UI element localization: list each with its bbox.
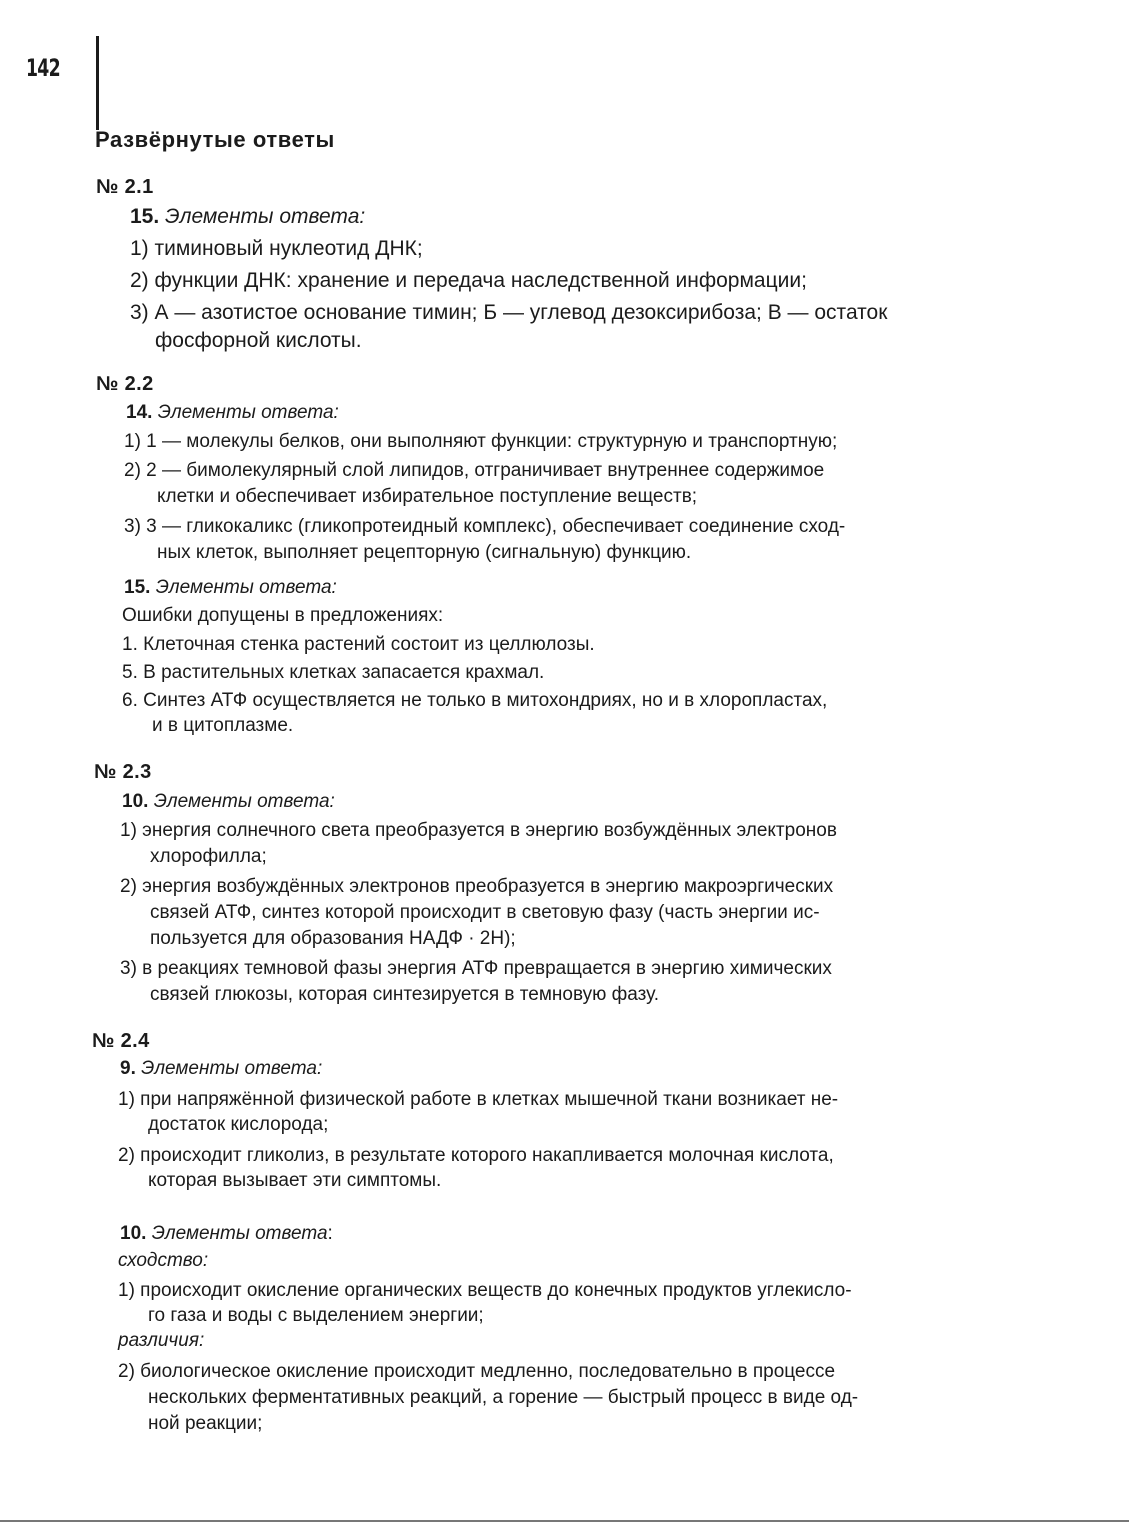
- page-bottom-edge: [0, 1520, 1129, 1522]
- task-header-2-4-10: [120, 1223, 333, 1245]
- answer-line: го газа и воды с выделением энергии;: [148, 1305, 484, 1326]
- page-heading: Развёрнутые ответы: [95, 127, 335, 152]
- answer-line: 2) энергия возбуждённых электронов преобразуется в энергию макроэргических: [120, 876, 834, 897]
- task-label: Элементы ответа:: [141, 1058, 323, 1079]
- subsection-label-differences: различия:: [118, 1330, 205, 1351]
- task-label: Элементы ответа:: [157, 402, 339, 423]
- answer-line: фосфорной кислоты.: [155, 329, 362, 352]
- answer-line: 1) при напряжённой физической работе в клетках мышечной ткани возникает не-: [118, 1089, 839, 1110]
- section-title-2-1: № 2.1: [96, 176, 154, 198]
- answer-line: 3) А — азотистое основание тимин; Б — углевод дезоксирибоза; В — остаток: [130, 301, 888, 324]
- task-label: Элементы ответа:: [165, 205, 366, 228]
- answer-line: Ошибки допущены в предложениях:: [122, 605, 444, 626]
- task-header-2-3-10: [122, 791, 335, 813]
- answer-line: 1) энергия солнечного света преобразуется в энергию возбуждённых электронов: [120, 820, 837, 841]
- answer-line: 2) биологическое окисление происходит медленно, последовательно в процессе: [118, 1361, 836, 1382]
- answer-line: связей глюкозы, которая синтезируется в темновую фазу.: [150, 984, 660, 1005]
- answer-line: нескольких ферментативных реакций, а горение — быстрый процесс в виде од-: [148, 1387, 859, 1408]
- task-header-2-1-15: [130, 206, 365, 228]
- answer-line: клетки и обеспечивает избирательное поступление веществ;: [157, 486, 698, 507]
- page-number-rule: [96, 36, 99, 130]
- answer-line: хлорофилла;: [150, 846, 267, 867]
- answer-line: 1) тиминовый нуклеотид ДНК;: [130, 237, 423, 260]
- subsection-label-similarity: сходство:: [118, 1250, 209, 1271]
- task-label: Элементы ответа:: [153, 791, 335, 812]
- answer-line: достаток кислорода;: [148, 1114, 329, 1135]
- answer-line: 2) 2 — бимолекулярный слой липидов, отграничивает внутреннее содержимое: [124, 460, 825, 481]
- answer-line: ных клеток, выполняет рецепторную (сигнальную) функцию.: [157, 542, 692, 563]
- task-number: 10.: [122, 791, 149, 812]
- task-label: Элементы ответа:: [155, 577, 337, 598]
- task-number: 10.: [120, 1223, 147, 1244]
- section-title-2-2: № 2.2: [96, 373, 154, 395]
- task-header-2-2-14: [126, 402, 339, 424]
- answer-line: ной реакции;: [148, 1413, 263, 1434]
- answer-line: пользуется для образования НАДФ · 2Н);: [150, 928, 516, 949]
- answer-line: и в цитоплазме.: [152, 715, 294, 736]
- answer-line: 2) происходит гликолиз, в результате которого накапливается молочная кислота,: [118, 1145, 834, 1166]
- task-number: 9.: [120, 1058, 136, 1079]
- answer-line: 1) 1 — молекулы белков, они выполняют функции: структурную и транспортную;: [124, 431, 838, 452]
- task-number: 15.: [130, 205, 160, 228]
- answer-line: связей АТФ, синтез которой происходит в световую фазу (часть энергии ис-: [150, 902, 820, 923]
- section-title-2-3: № 2.3: [94, 761, 152, 783]
- section-title-2-4: № 2.4: [92, 1030, 150, 1052]
- answer-line: 1) происходит окисление органических веществ до конечных продуктов углекисло-: [118, 1280, 852, 1301]
- task-number: 14.: [126, 402, 153, 423]
- task-header-2-2-15: [124, 577, 337, 599]
- task-label: Элементы ответа: [151, 1223, 328, 1244]
- answer-line: 5. В растительных клетках запасается крахмал.: [122, 662, 545, 683]
- answer-line: которая вызывает эти симптомы.: [148, 1170, 442, 1191]
- answer-line: 1. Клеточная стенка растений состоит из целлюлозы.: [122, 634, 595, 655]
- page-number: 142: [26, 54, 60, 82]
- answer-line: 6. Синтез АТФ осуществляется не только в митохондриях, но и в хлоропластах,: [122, 690, 828, 711]
- answer-line: 3) 3 — гликокаликс (гликопротеидный комплекс), обеспечивает соединение сход-: [124, 516, 846, 537]
- task-number: 15.: [124, 577, 151, 598]
- task-label-colon: :: [327, 1223, 333, 1244]
- task-header-2-4-9: [120, 1058, 322, 1080]
- answer-line: 2) функции ДНК: хранение и передача наследственной информации;: [130, 269, 807, 292]
- answer-line: 3) в реакциях темновой фазы энергия АТФ превращается в энергию химических: [120, 958, 832, 979]
